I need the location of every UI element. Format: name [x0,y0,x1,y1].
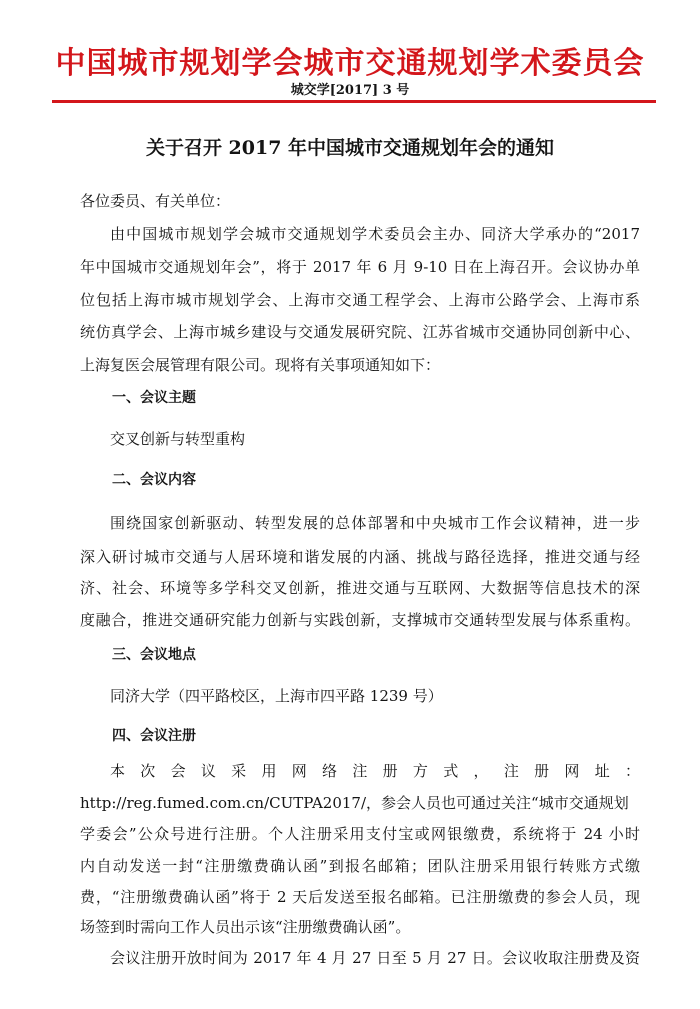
intro-line: 由中国城市规划学会城市交通规划学术委员会主办、同济大学承办的“2017 [110,225,640,243]
registration-line: 本次会议采用网络注册方式，注册网址： [110,762,640,780]
section-heading-registration: 四、会议注册 [112,728,196,744]
notice-title: 关于召开 2017 年中国城市交通规划年会的通知 [145,137,555,159]
section-heading-content: 二、会议内容 [112,472,196,488]
intro-line: 位包括上海市城市规划学会、上海市交通工程学会、上海市公路学会、上海市系 [80,291,640,309]
section-heading-venue: 三、会议地点 [112,647,196,663]
section-text-venue: 同济大学（四平路校区，上海市四平路 1239 号） [110,687,443,705]
section-text-theme: 交叉创新与转型重构 [110,430,246,448]
registration-line: 费，“注册缴费确认函”将于 2 天后发送至报名邮箱。已注册缴费的参会人员，现 [80,888,640,906]
content-line: 围绕国家创新驱动、转型发展的总体部署和中央城市工作会议精神，进一步 [110,514,640,532]
intro-line: 年中国城市交通规划年会”，将于 2017 年 6 月 9-10 日在上海召开。会议协办单 [80,258,640,276]
red-header-rule [52,100,656,103]
registration-line: 场签到时需向工作人员出示该“注册缴费确认函”。 [80,918,411,936]
content-line: 深入研讨城市交通与人居环境和谐发展的内涵、挑战与路径选择，推进交通与经 [80,548,640,566]
content-line: 度融合，推进交通研究能力创新与实践创新，支撑城市交通转型发展与体系重构。 [80,611,640,629]
salutation: 各位委员、有关单位： [80,192,231,210]
registration-line: 会议注册开放时间为 2017 年 4 月 27 日至 5 月 27 日。会议收取注册费及资 [110,949,640,967]
intro-line: 统仿真学会、上海市城乡建设与交通发展研究院、江苏省城市交通协同创新中心、 [80,323,640,341]
registration-line: 学委会”公众号进行注册。个人注册采用支付宝或网银缴费，系统将于 24 小时 [80,825,640,843]
intro-line: 上海复医会展管理有限公司。现将有关事项通知如下： [80,356,441,374]
content-line: 济、社会、环境等多学科交叉创新，推进交通与互联网、大数据等信息技术的深 [80,579,640,597]
document-number: 城交学[2017] 3 号 [290,83,410,98]
registration-line: http://reg.fumed.com.cn/CUTPA2017/，参会人员也可通过关注“城市交通规划 [80,794,629,812]
registration-line: 内自动发送一封“注册缴费确认函”到报名邮箱；团队注册采用银行转账方式缴 [80,857,640,875]
section-heading-theme: 一、会议主题 [112,390,196,406]
organization-title: 中国城市规划学会城市交通规划学术委员会 [55,46,645,81]
